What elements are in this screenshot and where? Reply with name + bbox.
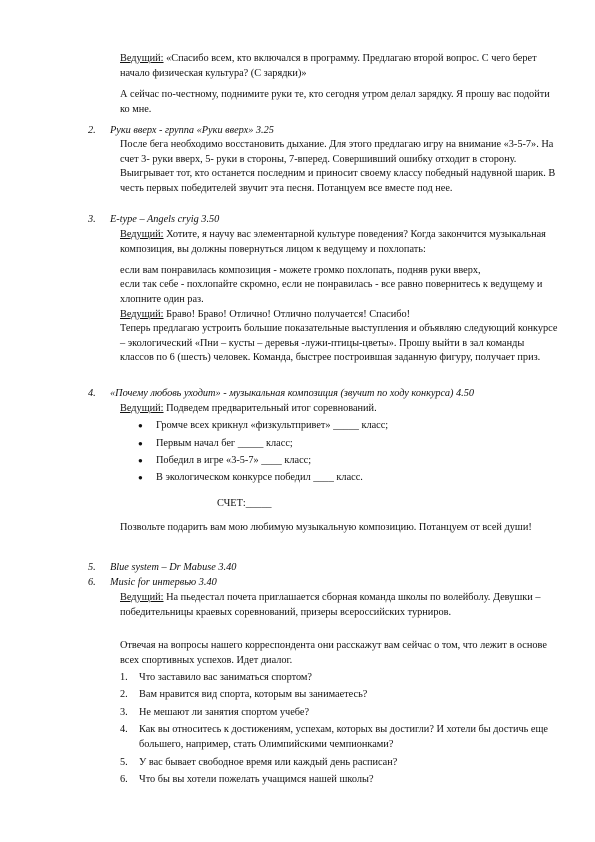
item-3-text2: Теперь предлагаю устроить большие показательные выступления и объявляю следующий конкурсе – экологический «Пни – кусты – деревья -лужи-птицы-цветы». Прошу выйти в зал команды классов по 6 (шесть) человек. Команда, быстрее построившая заданную фигуру, получает приз.	[120, 323, 558, 363]
bullet-icon: ●	[138, 439, 143, 448]
item-6-title-text: Music for интервью 3.40	[110, 577, 217, 588]
host-label: Ведущий:	[120, 592, 164, 603]
item-4-title-text: «Почему любовь уходит» - музыкальная композиция (звучит по ходу конкурса) 4.50	[110, 388, 474, 399]
list-item: 6. Что бы вы хотели пожелать учащимся нашей школы?	[120, 774, 374, 785]
item-3-bravo: Браво! Браво! Отлично! Отлично получается! Спасибо!	[163, 309, 411, 320]
item-6-text2: Отвечая на вопросы нашего корреспондента они расскажут вам сейчас о том, что лежит в основе всех спортивных успехов. Идет диалог.	[120, 640, 547, 666]
host-label: Ведущий:	[120, 309, 164, 320]
score-line: СЧЕТ:_____	[217, 498, 272, 509]
list-item: 4. Как вы относитесь к достижениям, успехам, которых вы достигли? И хотели бы достичь еще большего, например, стать Олимпийскими чемпионками?	[120, 724, 549, 750]
host-label: Ведущий:	[120, 403, 164, 414]
bullet-item: ● Громче всех крикнул «физкультпривет» _____ класс;	[138, 419, 558, 434]
item-6-title	[88, 576, 568, 591]
item-3-line-a: если вам понравилась композиция - можете громко похлопать, подняв руки вверх,	[120, 265, 481, 276]
list-item: 5. У вас бывает свободное время или каждый день расписан?	[120, 757, 398, 768]
item-4-text: Подведем предварительный итог соревнований.	[163, 403, 377, 414]
item-3-paragraph	[120, 228, 560, 257]
bullet-icon: ●	[138, 456, 143, 465]
item-6-number: 6.	[88, 577, 96, 588]
item-5-title-text: Blue system – Dr Mabuse 3.40	[110, 562, 237, 573]
bullet-item: ● В экологическом конкурсе победил ____ класс.	[138, 471, 558, 486]
item-2-title-text: Руки вверх - группа «Руки вверх» 3.25	[110, 125, 274, 136]
item-4-title	[88, 387, 568, 402]
item-5-title	[88, 561, 568, 576]
bullet-item: ● Победил в игре «3-5-7» ____ класс;	[138, 454, 558, 469]
list-item: 3. Не мешают ли занятия спортом учебе?	[120, 707, 310, 718]
item-3-line-b: если так себе - похлопайте скромно, если не понравилась - все равно повернитесь к ведущему и хлопните один раз.	[120, 279, 543, 305]
bullet-item: ● Первым начал бег _____ класс;	[138, 437, 558, 452]
item-6-paragraph	[120, 591, 560, 620]
bullet-icon: ●	[138, 473, 143, 482]
host-label: Ведущий:	[120, 53, 164, 64]
intro-question: «Спасибо всем, кто включался в программу. Предлагаю второй вопрос. С чего берет начало физическая культура? (С зарядки)»	[120, 53, 537, 79]
item-3-number: 3.	[88, 214, 96, 225]
item-3-title	[88, 213, 568, 228]
intro-paragraph	[120, 52, 560, 81]
item-4-closing: Позвольте подарить вам мою любимую музыкальную композицию. Потанцуем от всей души!	[120, 522, 532, 533]
item-4-paragraph	[120, 402, 560, 417]
item-5-number: 5.	[88, 562, 96, 573]
item-2-title	[88, 124, 568, 139]
item-4-number: 4.	[88, 388, 96, 399]
list-item: 1. Что заставило вас заниматься спортом?	[120, 672, 312, 683]
item-3-bravo-paragraph	[120, 308, 560, 323]
item-2-number: 2.	[88, 125, 96, 136]
item-3-text: Хотите, я научу вас элементарной культуре поведения? Когда закончится музыкальная композиция, вы должны повернуться лицом к ведущему и похлопать:	[120, 229, 546, 255]
host-label: Ведущий:	[120, 229, 164, 240]
item-2-text: После бега необходимо восстановить дыхание. Для этого предлагаю игру на внимание «3-5-7». На счет 3- руки вверх, 5- руки в стороны, 7-вперед. Совершивший ошибку отходит в сторону. Выигрывает тот, кто останется последним и приносит своему классу победный надувной шарик. В честь первых победителей звучит эта песня. Потанцуем все вместе под нее.	[120, 139, 556, 194]
item-3-title-text: E-type – Angels cryig 3.50	[110, 214, 220, 225]
bullet-icon: ●	[138, 421, 143, 430]
intro-line2: А сейчас по-честному, поднимите руки те, кто сегодня утром делал зарядку. Я прошу вас подойти ко мне.	[120, 89, 550, 115]
item-6-text: На пьедестал почета приглашается сборная команда школы по волейболу. Девушки – победительницы краевых соревнований, призеры всероссийских турниров.	[120, 592, 541, 618]
list-item: 2. Вам нравится вид спорта, которым вы занимаетесь?	[120, 689, 368, 700]
